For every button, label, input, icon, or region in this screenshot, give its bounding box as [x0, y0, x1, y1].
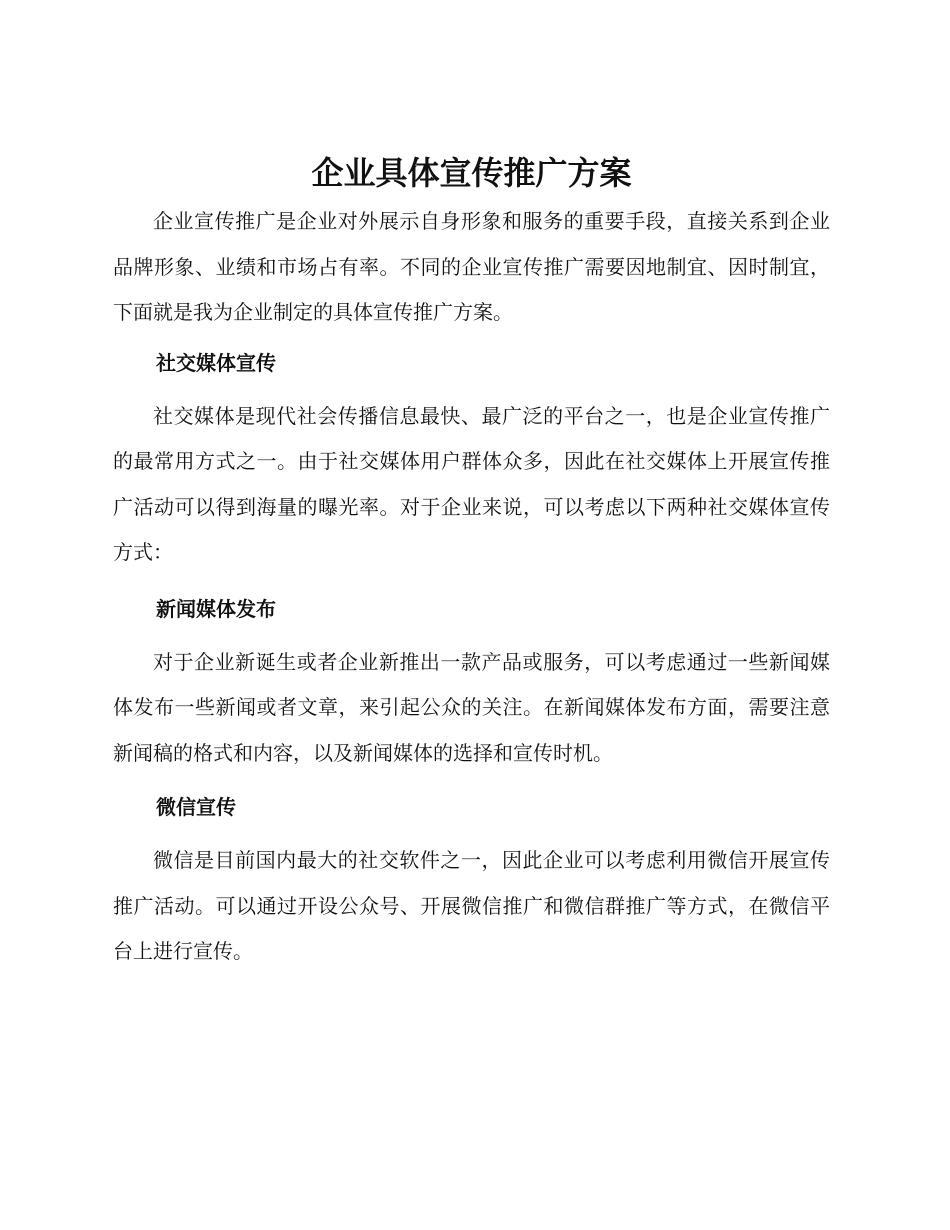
section-body-news-media: 对于企业新诞生或者企业新推出一款产品或服务，可以考虑通过一些新闻媒体发布一些新闻或者文章，来引起公众的关注。在新闻媒体发布方面，需要注意新闻稿的格式和内容，以及新闻媒体的选择和宣传时机。 — [113, 649, 830, 765]
section-body-wechat: 微信是目前国内最大的社交软件之一，因此企业可以考虑利用微信开展宣传推广活动。可以通过开设公众号、开展微信推广和微信群推广等方式，在微信平台上进行宣传。 — [113, 848, 830, 963]
section-heading-wechat: 微信宣传 — [156, 795, 236, 819]
document-content — [113, 150, 830, 975]
document-title: 企业具体宣传推广方案 — [311, 154, 632, 192]
section-heading-news-media: 新闻媒体发布 — [156, 596, 276, 621]
section-body-social-media: 社交媒体是现代社会传播信息最快、最广泛的平台之一，也是企业宣传推广的最常用方式之一。由于社交媒体用户群体众多，因此在社交媒体上开展宣传推广活动可以得到海量的曝光率。对于企业来说，可以考虑以下两种社交媒体宣传方式： — [113, 403, 830, 564]
section-heading-social-media: 社交媒体宣传 — [156, 350, 276, 375]
intro-paragraph: 企业宣传推广是企业对外展示自身形象和服务的重要手段，直接关系到企业品牌形象、业绩和市场占有率。不同的企业宣传推广需要因地制宜、因时制宜，下面就是我为企业制定的具体宣传推广方案。 — [113, 209, 830, 324]
